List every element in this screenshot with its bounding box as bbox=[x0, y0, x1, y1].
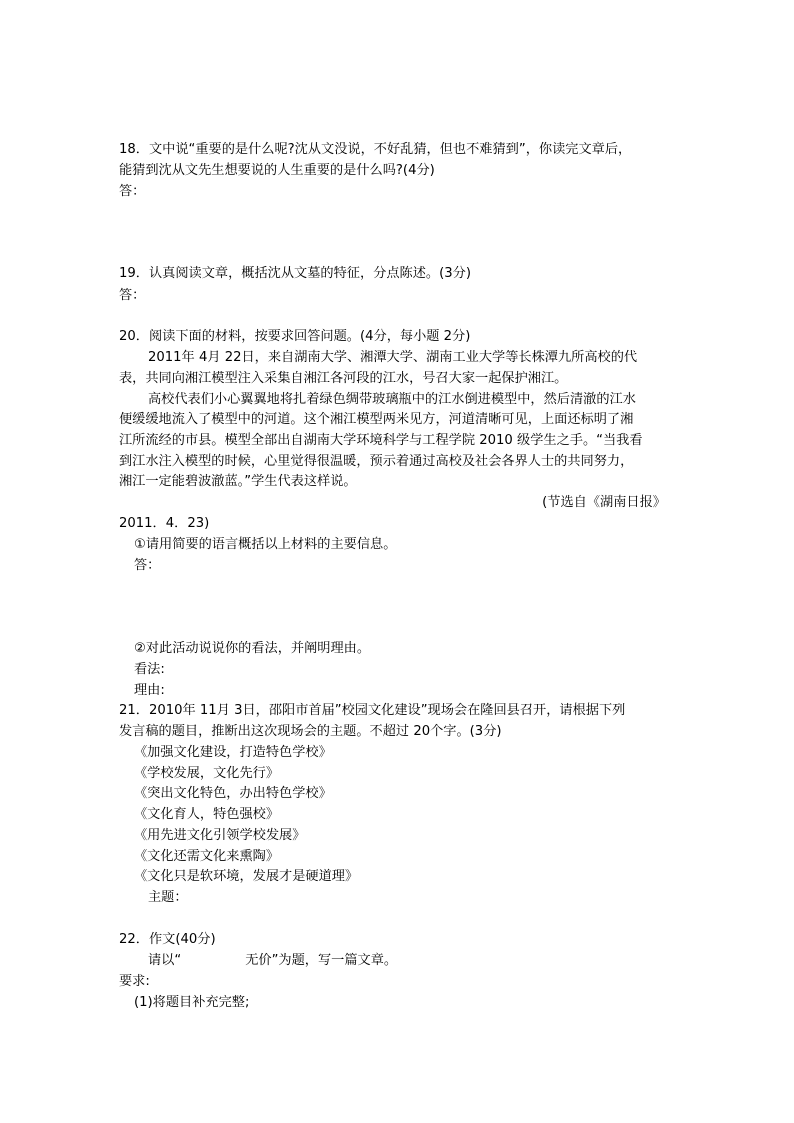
q20-subquestion-1: ①请用简要的语言概括以上材料的主要信息。 bbox=[134, 537, 397, 552]
q21-speech-title: 《文化还需文化来熏陶》 bbox=[134, 849, 280, 864]
q21-speech-title: 《学校发展，文化先行》 bbox=[134, 766, 280, 781]
q20-passage-p2-line1: 高校代表们小心翼翼地将扎着绿色绸带玻璃瓶中的江水倒进模型中，然后清澈的江水 bbox=[148, 392, 636, 407]
q21-question-line1: 21．2010年 11月 3日，邵阳市首届”校园文化建设”现场会在隆回县召开，请根据下列 bbox=[119, 703, 626, 718]
q20-reason-label: 理由: bbox=[134, 683, 165, 698]
q22-prompt-end: 无价”为题，写一篇文章。 bbox=[245, 953, 398, 968]
q22-requirements-label: 要求: bbox=[119, 974, 150, 989]
q18-question-line2: 能猜到沈从文先生想要说的人生重要的是什么吗?(4分) bbox=[119, 163, 435, 178]
q22-prompt-start: 请以“ bbox=[148, 953, 182, 968]
q20-source-line2: 2011．4．23) bbox=[119, 516, 210, 531]
q22-requirement-1: (1)将题目补充完整; bbox=[134, 995, 250, 1010]
q18-answer-label: 答： bbox=[119, 184, 146, 199]
q21-speech-title: 《文化只是软环境，发展才是硬道理》 bbox=[134, 869, 359, 884]
q20-passage-p1-line2: 表，共同向湘江模型注入采集自湘江各河段的江水，号召大家一起保护湘江。 bbox=[119, 371, 568, 386]
q20-title: 20．阅读下面的材料，按要求回答问题。(4分，每小题 2分) bbox=[119, 329, 471, 344]
q20-view-label: 看法: bbox=[134, 662, 165, 677]
q22-title: 22．作文(40分) bbox=[119, 932, 216, 947]
q20-sub1-answer-label: 答： bbox=[134, 558, 161, 573]
q20-passage-p2-line5: 湘江一定能碧波澈蓝。”学生代表这样说。 bbox=[119, 474, 357, 489]
q20-passage-p2-line3: 江所流经的市县。模型全部出自湖南大学环境科学与工程学院 2010 级学生之手。“当我看 bbox=[119, 433, 643, 448]
q21-theme-label: 主题： bbox=[148, 890, 188, 905]
q20-passage-p2-line2: 便缓缓地流入了模型中的河道。这个湘江模型两米见方，河道清晰可见，上面还标明了湘 bbox=[119, 412, 634, 427]
q19-question: 19．认真阅读文章，概括沈从文墓的特征，分点陈述。(3分) bbox=[119, 266, 471, 281]
q21-question-line2: 发言稿的题目，推断出这次现场会的主题。不超过 20个字。(3分) bbox=[119, 724, 502, 739]
q20-passage-p2-line4: 到江水注入模型的时候，心里觉得很温暖，预示着通过高校及社会各界人士的共同努力， bbox=[119, 454, 634, 469]
q18-question-line1: 18．文中说“重要的是什么呢?沈从文没说，不好乱猜，但也不难猜到”，你读完文章后， bbox=[119, 142, 632, 157]
q19-answer-label: 答： bbox=[119, 288, 146, 303]
q21-speech-title: 《文化育人，特色强校》 bbox=[134, 807, 280, 822]
q20-passage-p1-line1: 2011年 4月 22日，来自湖南大学、湘潭大学、湖南工业大学等长株潭九所高校的代 bbox=[148, 350, 638, 365]
q21-speech-title: 《加强文化建设，打造特色学校》 bbox=[134, 745, 332, 760]
q21-speech-title: 《突出文化特色，办出特色学校》 bbox=[134, 786, 332, 801]
q22-prompt bbox=[148, 951, 397, 971]
q20-subquestion-2: ②对此活动说说你的看法，并阐明理由。 bbox=[134, 641, 371, 656]
q21-speech-title: 《用先进文化引领学校发展》 bbox=[134, 828, 306, 843]
q20-source-line1: (节选自《湖南日报》 bbox=[542, 495, 666, 510]
